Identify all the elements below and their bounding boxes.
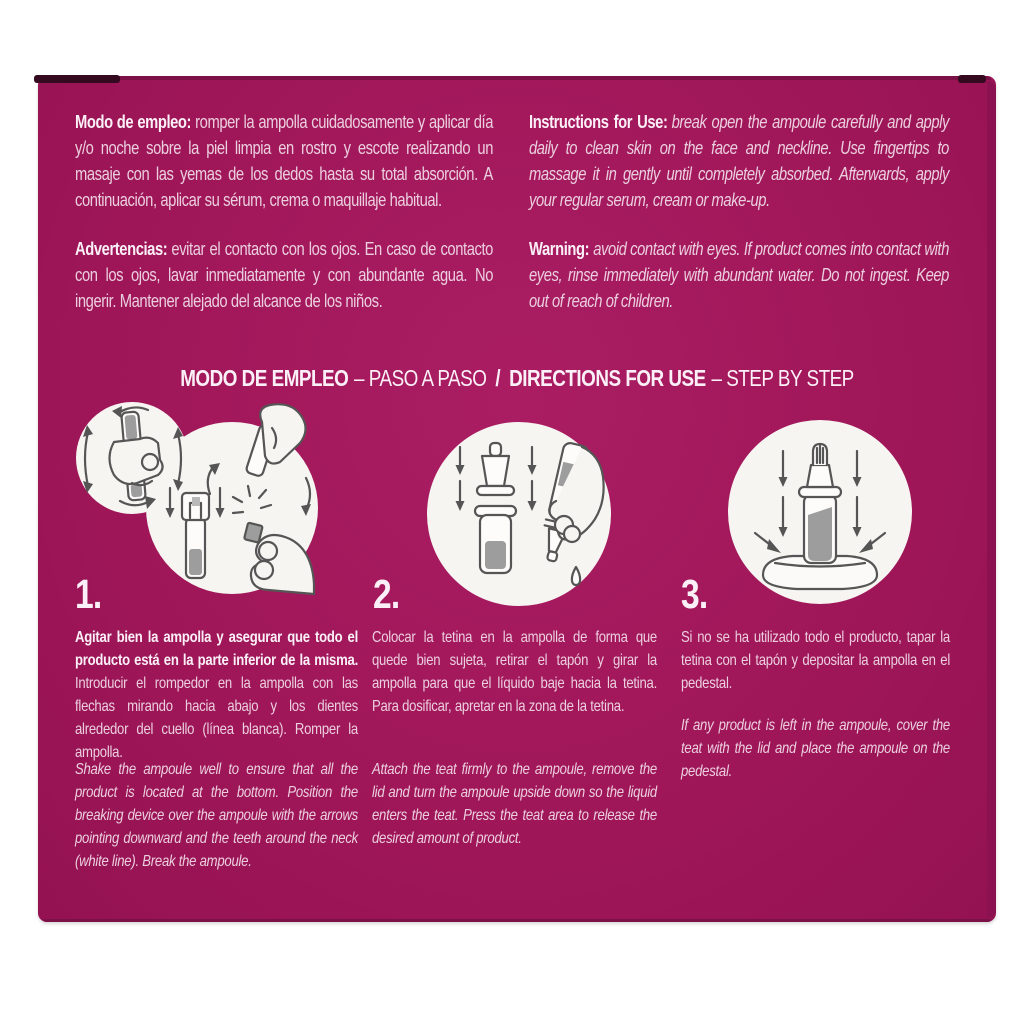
box-bottom-seam [43, 919, 991, 922]
step2-es-block [372, 626, 657, 718]
warning-es-block [75, 236, 493, 314]
box-lid-notch-left [34, 75, 120, 83]
usage-es-block [75, 109, 493, 213]
step3-es-block [681, 626, 950, 695]
box-side-flap [987, 81, 996, 918]
steps-heading-es-light: – PASO A PASO [354, 365, 487, 391]
step2-number: 2. [373, 571, 400, 617]
step3-es-paragraph: Si no se ha utilizado todo el producto, tapar la tetina con el tapón y depositar la ampolla en el pedestal. [681, 629, 950, 692]
warning-en-paragraph [529, 236, 949, 314]
step2-es-paragraph: Colocar la tetina en la ampolla de forma que quede bien sujeta, retirar el tapón y girar la ampolla para que el líquido baje hacia la tetina. Para dosificar, apretar en la zona de la tetina. [372, 629, 657, 715]
steps-heading-separator: / [495, 365, 501, 391]
usage-es-text: romper la ampolla cuidadosamente y aplicar día y/o noche sobre la piel limpia en rostro y escote realizando un masaje con las yemas de los dedos hasta su total absorción. A continuación, aplicar su sérum, crema o maquillaje habitual. [75, 112, 494, 210]
warning-en-label: Warning: [529, 239, 590, 259]
step1-en-paragraph: Shake the ampoule well to ensure that all the product is located at the bottom. Position the breaking device over the ampoule with the arrows pointing downward and the teeth around the neck (white line). Break the ampoule. [75, 761, 358, 870]
step3-en-block [681, 714, 950, 783]
steps-heading-block [38, 365, 996, 391]
step2-number-block [373, 571, 453, 617]
usage-en-block [529, 109, 949, 213]
steps-heading-en-bold: DIRECTIONS FOR USE [509, 365, 706, 391]
step3-number: 3. [681, 571, 708, 617]
box-lid-seam [43, 76, 991, 80]
usage-en-paragraph [529, 109, 949, 213]
step3-en-paragraph: If any product is left in the ampoule, cover the teat with the lid and place the ampoule on the pedestal. [681, 717, 950, 780]
step1-number-block [75, 571, 155, 617]
warning-es-label: Advertencias: [75, 239, 168, 259]
warning-es-text: evitar el contacto con los ojos. En caso de contacto con los ojos, lavar inmediatamente y con abundante agua. No ingerir. Mantener alejado del alcance de los niños. [75, 239, 493, 311]
step2-en-paragraph: Attach the teat firmly to the ampoule, remove the lid and turn the ampoule upside down so the liquid enters the teat. Press the teat area to release the desired amount of product. [372, 761, 657, 847]
step1-es-paragraph [75, 626, 358, 764]
step1-en-block [75, 758, 358, 873]
box-lid-notch-right [958, 75, 986, 83]
step1-es-text: Introducir el rompedor en la ampolla con las flechas mirando hacia abajo y los dientes alrededor del cuello (línea blanca). Romper la ampolla. [75, 675, 358, 761]
warning-en-block [529, 236, 949, 314]
step1-es-block [75, 626, 358, 764]
usage-es-label: Modo de empleo: [75, 112, 192, 132]
usage-es-paragraph [75, 109, 493, 213]
package-box-back-panel [38, 76, 996, 922]
steps-heading-en-light: – STEP BY STEP [711, 365, 854, 391]
steps-heading-es-bold: MODO DE EMPLEO [180, 365, 349, 391]
warning-en-text: avoid contact with eyes. If product comes into contact with eyes, rinse immediately with abundant water. Do not ingest. Keep out of reach of children. [529, 239, 949, 311]
usage-en-label: Instructions for Use: [529, 112, 668, 132]
step1-number: 1. [75, 571, 102, 617]
step1-es-bold: Agitar bien la ampolla y asegurar que todo el producto está en la parte inferior de la misma. [75, 629, 358, 669]
steps-heading [38, 365, 996, 391]
usage-en-text: break open the ampoule carefully and apply daily to clean skin on the face and neckline. Use fingertips to massage it in gently until completely absorbed. Afterwards, apply your regular serum, cream or make-up. [529, 112, 949, 210]
step1-shake-and-break-illustration [62, 398, 318, 598]
warning-es-paragraph [75, 236, 493, 314]
step3-number-block [681, 571, 761, 617]
step2-en-block [372, 758, 657, 850]
